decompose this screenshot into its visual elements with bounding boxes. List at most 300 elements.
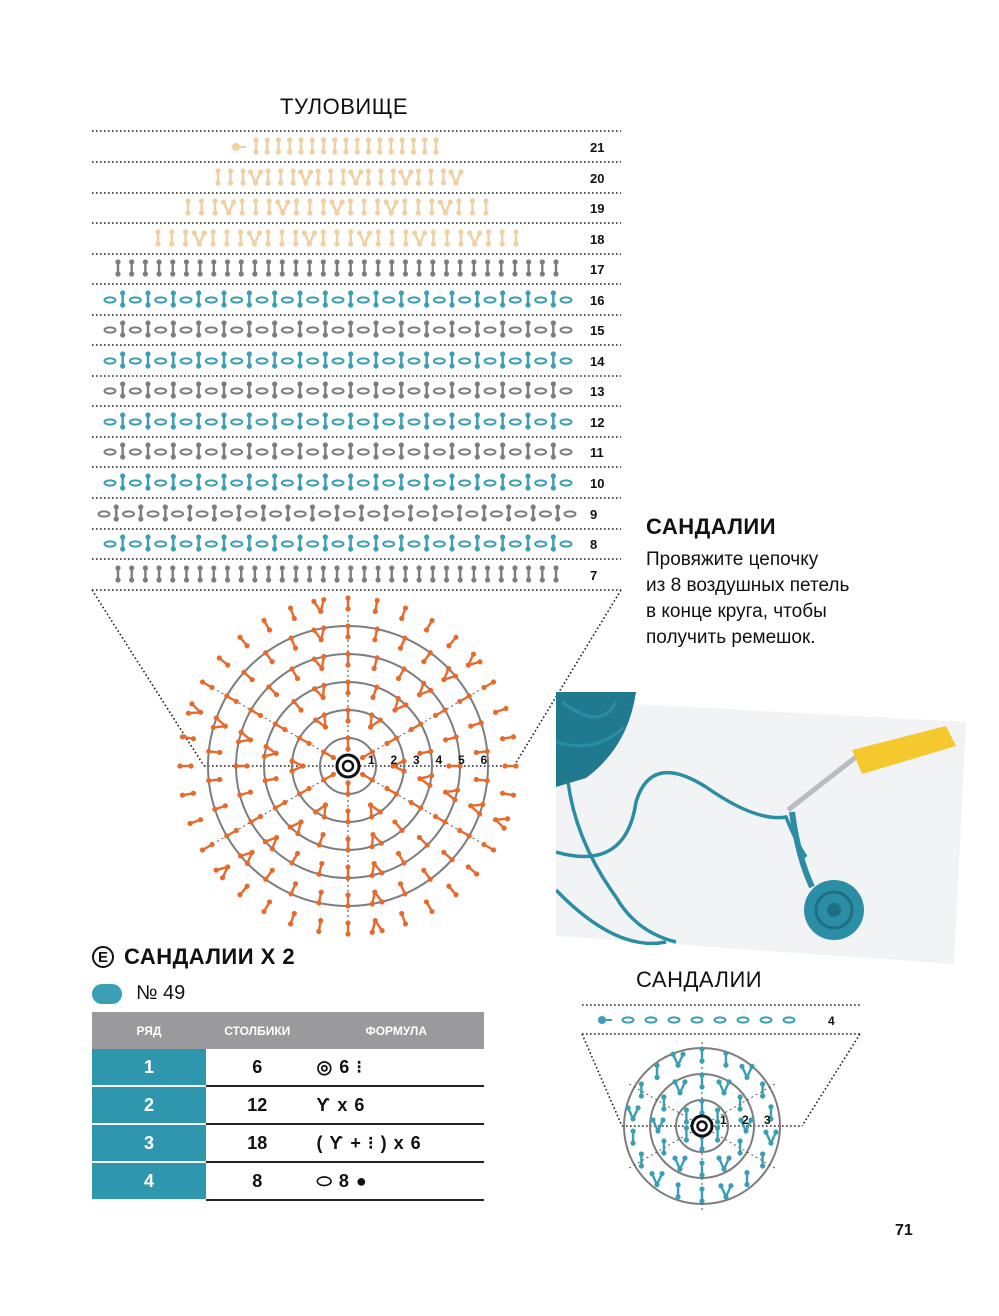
stitch-post [475,534,480,539]
stitch-increase [728,1183,733,1188]
stitch-post [215,168,220,173]
stitch-post [475,473,480,478]
stitch-post [163,516,168,521]
stitch-post [449,332,454,337]
round-label: 1 [720,1113,727,1127]
stitch-post [499,565,504,570]
stitch-increase [670,1052,675,1057]
chain-stitch [510,419,521,424]
chain-stitch [282,449,293,454]
stitch-count: 18 [206,1124,309,1162]
chain-stitch [282,358,293,363]
stitch-post [120,442,125,447]
chain-stitch [383,358,394,363]
stitch-post [120,381,125,386]
stitch-post [253,198,258,203]
chain-stitch [561,388,572,393]
chain-stitch [692,1017,703,1022]
chain-stitch [231,297,242,302]
chain-stitch [434,388,445,393]
stitch-post [373,485,378,490]
stitch-increase [677,1167,682,1172]
round-stitch [206,749,212,755]
stitch-post [424,534,429,539]
stitch-post [316,168,321,173]
chain-stitch [206,297,217,302]
chain-stitch [358,388,369,393]
stitch-post [297,332,302,337]
stitch-post [348,412,353,417]
stitch-post [185,210,190,215]
chain-stitch [434,358,445,363]
round-stitch [188,763,193,768]
round-stitch [345,746,350,751]
chain-stitch [282,480,293,485]
stitch-post [145,320,150,325]
stitch-post [449,412,454,417]
stitch-post [361,210,366,215]
chain-stitch [459,419,470,424]
stitch-increase [302,230,307,235]
round-stitch [297,818,304,825]
stitch-increase [367,230,372,235]
stitch-post [639,1081,644,1086]
sandal-photo [556,692,966,964]
stitch-post [323,381,328,386]
chain-stitch [459,388,470,393]
stitch-post [252,271,257,276]
chain-stitch [155,388,166,393]
body-chart-title: ТУЛОВИЩЕ [280,94,409,119]
stitch-post [388,149,393,154]
stitch-post [513,241,518,246]
stitch-post [272,332,277,337]
round-stitch [445,883,459,899]
chain-stitch [485,480,496,485]
round-stitch [465,661,472,668]
round-stitch [290,698,304,714]
stitch-post [225,271,230,276]
stitch-post [196,320,201,325]
slip-stitch [232,143,240,151]
round-stitch [397,880,404,887]
stitch-post [551,534,556,539]
stitch-post [506,504,511,509]
stitch-post [293,241,298,246]
stitch-post [321,259,326,264]
stitch-increase [408,169,413,174]
stitch-post [483,198,488,203]
stitch-post [416,198,421,203]
stitch-post [348,302,353,307]
stitch-post [120,363,125,368]
stitch-increase [630,1116,635,1121]
stitch-post [482,516,487,521]
stitch-post [373,320,378,325]
chain-stitch [155,541,166,546]
chain-stitch [485,358,496,363]
round-stitch [212,806,219,813]
round-stitch [480,678,497,691]
chain-stitch [417,511,428,516]
chain-stitch [409,541,420,546]
stitch-increase [248,169,253,174]
round-stitch [484,778,490,784]
stitch-post [422,149,427,154]
stitch-post [525,302,530,307]
stitch-post [171,302,176,307]
stitch-post [156,259,161,264]
stitch-post [210,229,215,234]
round-stitch [513,763,518,768]
round-stitch [288,635,295,642]
stitch-post [145,485,150,490]
stitch-post [661,1138,666,1143]
stitch-post [551,351,556,356]
stitch-post [366,137,371,142]
stitch-post [445,241,450,246]
stitch-post [247,393,252,398]
round-stitch [287,910,297,927]
round-stitch [235,739,241,745]
stitch-post [310,504,315,509]
stitch-post [500,393,505,398]
stitch-post [323,290,328,295]
stitch-post [525,454,530,459]
stitch-post [416,168,421,173]
stitch-post [348,534,353,539]
row-label: 12 [590,415,605,430]
stitch-post [221,534,226,539]
stitch-post [156,565,161,570]
round-stitch [440,676,447,683]
stitch-post [531,504,536,509]
stitch-post [444,565,449,570]
chain-stitch [623,1017,634,1022]
stitch-post [373,442,378,447]
stitch-post [471,259,476,264]
pattern-table [92,1012,484,1201]
round-stitch [345,836,350,852]
stitch-post [373,473,378,478]
round-stitch [316,928,322,934]
round-stitch [345,690,350,695]
chain-stitch [231,419,242,424]
stitch-post [348,565,353,570]
chain-stitch [295,511,306,516]
round-stitch [461,651,483,673]
row-number: 2 [92,1086,206,1124]
stitch-post [630,1129,635,1134]
stitch-post [323,393,328,398]
col-header: ФОРМУЛА [309,1012,485,1049]
stitch-post [252,565,257,570]
round-stitch [479,801,486,808]
stitch-post [715,1107,720,1112]
row-label: 18 [590,232,605,247]
stitch-post [383,504,388,509]
stitch-count: 8 [206,1162,309,1200]
stitch-post [156,271,161,276]
stitch-post [321,241,326,246]
stitch-post [196,485,201,490]
row-label: 9 [590,507,598,522]
stitch-post [272,302,277,307]
stitch-post [551,302,556,307]
round-stitch [237,845,259,867]
stitch-post [399,302,404,307]
stitch-post [500,454,505,459]
chain-stitch [561,297,572,302]
stitch-post [389,241,394,246]
stitch-post [307,210,312,215]
stitch-post [525,351,530,356]
stitch-post [171,546,176,551]
stitch-increase [197,241,202,246]
stitch-post [221,546,226,551]
stitch-post [334,565,339,570]
stitch-increase [768,1141,773,1146]
chain-stitch [231,388,242,393]
round-stitch [446,763,451,768]
stitch-post [399,363,404,368]
stitch-post [738,1150,743,1155]
stitch-post [355,137,360,142]
chain-stitch [344,511,355,516]
round-stitch [185,701,205,721]
stitch-post [120,320,125,325]
stitch-post [540,577,545,582]
stitch-post [171,485,176,490]
stitch-post [512,565,517,570]
stitch-post [424,473,429,478]
round-stitch [240,669,256,684]
chain-stitch [257,480,268,485]
stitch-post [348,485,353,490]
stitch-post [278,168,283,173]
stitch-post [211,565,216,570]
stitch-post [424,412,429,417]
round-stitch [398,615,405,622]
stitch-post [221,302,226,307]
stitch-post [297,412,302,417]
stitch-post [185,198,190,203]
stitch-increase [412,230,417,235]
stitch-increase [472,241,477,246]
chain-stitch [409,480,420,485]
chain-stitch [333,327,344,332]
row-label: 8 [590,537,598,552]
round-stitch [287,921,294,928]
stitch-post [247,320,252,325]
stitch-post [500,302,505,307]
stitch-post [378,180,383,185]
chain-stitch [485,297,496,302]
stitch-post [500,473,505,478]
yarn-number: № 49 [136,982,186,1004]
stitch-post [449,424,454,429]
stitch-post [171,454,176,459]
chain-stitch [307,327,318,332]
stitch-post [526,577,531,582]
round-stitch [316,842,323,849]
stitch-post [278,180,283,185]
stitch-increase [467,230,472,235]
table-header-row [92,1012,484,1049]
stitch-post [247,302,252,307]
stitch-post [196,381,201,386]
stitch-post [171,332,176,337]
stitch-post [334,259,339,264]
stitch-post [120,290,125,295]
stitch-post [171,412,176,417]
chain-stitch [561,419,572,424]
chain-stitch [231,327,242,332]
round-stitch [345,780,350,796]
stitch-post [525,546,530,551]
stitch-post [449,351,454,356]
stitch-post [198,565,203,570]
stitch-post [239,259,244,264]
stitch-post [444,271,449,276]
chain-stitch [409,419,420,424]
chain-stitch [561,358,572,363]
stitch-post [475,393,480,398]
chain-stitch [535,327,546,332]
chain-stitch [172,511,183,516]
stitch-post [475,546,480,551]
round-stitch [416,834,431,849]
stitch-post [198,259,203,264]
stitch-post [449,485,454,490]
round-stitch [510,734,516,740]
stitch-post [500,320,505,325]
round-stitch [500,734,517,742]
stitch-post [373,302,378,307]
round-stitch [318,918,324,924]
stitch-post [411,137,416,142]
round-stitch [345,606,350,611]
round-label: 2 [390,753,398,767]
stitch-post [114,516,119,521]
stitch-post [287,149,292,154]
stitch-post [120,332,125,337]
stitch-post [280,259,285,264]
stitch-post [145,473,150,478]
stitch-post [266,565,271,570]
stitch-post [170,577,175,582]
stitch-post [361,198,366,203]
stitch-post [551,442,556,447]
stitch-post [171,534,176,539]
chain-stitch [459,541,470,546]
stitch-post [471,565,476,570]
stitch-post [211,259,216,264]
chain-stitch [409,297,420,302]
row-label: 11 [590,445,604,460]
stitch-increase [659,1171,664,1176]
round-stitch [318,889,324,895]
stitch-post [332,149,337,154]
stitch-post [323,473,328,478]
stitch-post [334,504,339,509]
stitch-increase [649,1171,654,1176]
stitch-post [272,454,277,459]
chain-stitch [206,449,217,454]
stitch-post [430,271,435,276]
stitch-post [297,534,302,539]
stitch-increase [749,1064,754,1069]
stitch-post [224,241,229,246]
stitch-post [323,302,328,307]
stitch-post [738,1138,743,1143]
stitch-post [433,504,438,509]
stitch-post [526,565,531,570]
round-stitch [345,634,350,639]
stitch-post [366,168,371,173]
round-stitch [370,694,377,701]
chain-stitch [715,1017,726,1022]
round-stitch [288,890,295,897]
stitch-increase [308,169,313,174]
stitch-increase [660,1117,665,1122]
stitch-post [276,137,281,142]
stitch-post [500,351,505,356]
stitch-increase [257,230,262,235]
stitch-post [334,516,339,521]
chain-stitch [434,541,445,546]
stitch-post [699,1084,704,1089]
round-stitch [440,849,456,864]
round-stitch [369,929,375,935]
stitch-increase [672,1079,677,1084]
stitch-post [449,442,454,447]
round-stitch [369,843,376,850]
round-stitch [197,816,204,823]
chain-stitch [333,358,344,363]
round-stitch [480,841,497,854]
stitch-increase [280,210,285,215]
stitch-increase [285,199,290,204]
stitch-post [348,210,353,215]
stitch-increase [348,169,353,174]
chain-stitch [105,449,116,454]
stitch-post [321,577,326,582]
round-stitch [345,735,350,740]
stitch-post [323,332,328,337]
round-stitch [180,734,197,742]
stitch-post [373,546,378,551]
stitch-post [399,393,404,398]
stitch-post [198,271,203,276]
stitch-post [169,229,174,234]
chain-stitch [383,541,394,546]
stitch-post [449,290,454,295]
stitch-increase [625,1105,630,1110]
stitch-post [155,241,160,246]
chain-stitch [738,1017,749,1022]
round-stitch [372,608,378,614]
stitch-post [253,149,258,154]
chain-stitch [383,449,394,454]
round-stitch [490,812,510,832]
round-stitch [312,711,333,733]
stitch-post [417,259,422,264]
stitch-post [403,229,408,234]
stitch-post [221,424,226,429]
stitch-post [247,473,252,478]
round-stitch [292,880,299,887]
